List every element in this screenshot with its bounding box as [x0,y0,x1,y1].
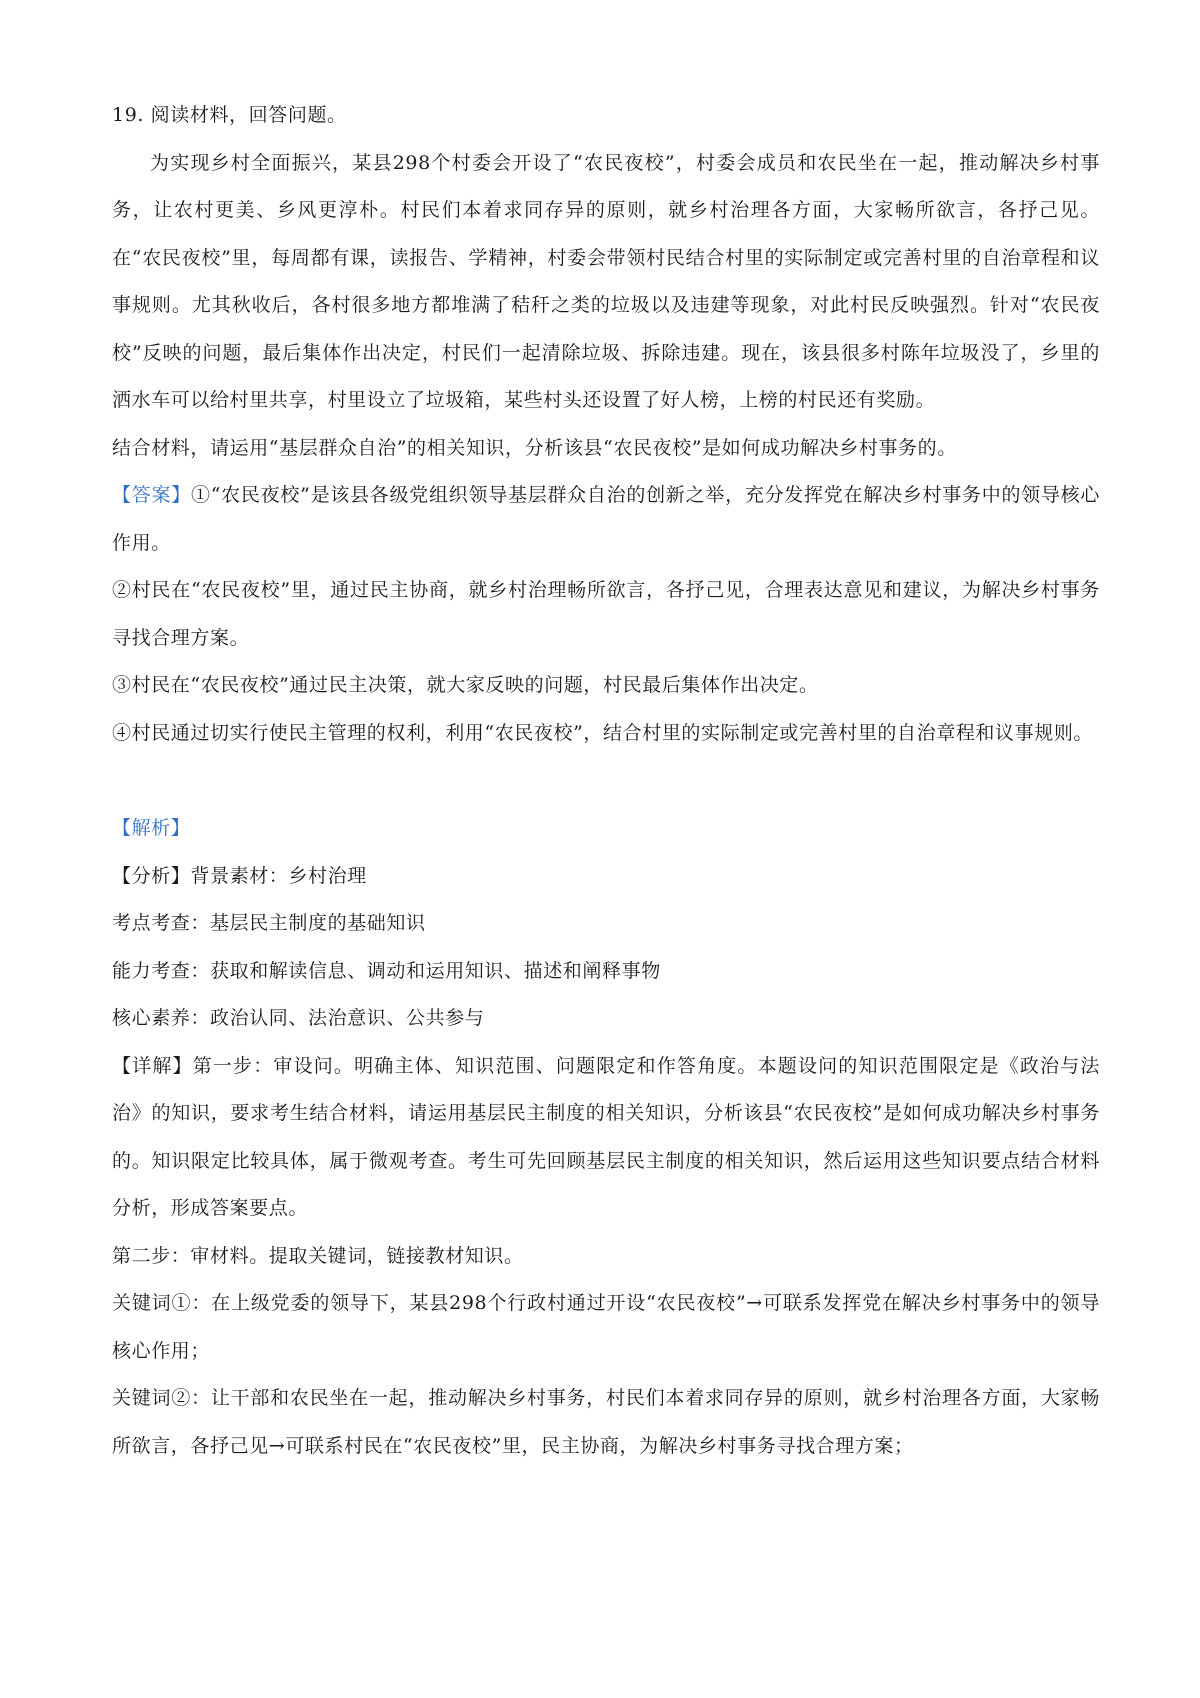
analysis-keyword-1: 关键词①：在上级党委的领导下，某县298个行政村通过开设“农民夜校”→可联系发挥党在解决乡村事务中的领导核心作用； [112,1292,1100,1362]
answer-point-3: ③村民在“农民夜校”通过民主决策，就大家反映的问题，村民最后集体作出决定。 [112,674,819,696]
analysis-xiangjie: 【详解】第一步：审设问。明确主体、知识范围、问题限定和作答角度。本题设问的知识范围限定是《政治与法治》的知识，要求考生结合材料，请运用基层民主制度的相关知识，分析该县“农民夜校”是如何成功解决乡村事务的。知识限定比较具体，属于微观考查。考生可先回顾基层民主制度的相关知识，然后运用这些知识要点结合材料分析，形成答案要点。 [112,1054,1100,1219]
document-page [112,92,1100,1470]
analysis-kaodian: 考点考查：基层民主制度的基础知识 [112,912,426,934]
question-title: 19. 阅读材料，回答问题。 [112,104,347,126]
material-paragraph: 为实现乡村全面振兴，某县298个村委会开设了“农民夜校”，村委会成员和农民坐在一起，推动解决乡村事务，让农村更美、乡风更淳朴。村民们本着求同存异的原则，就乡村治理各方面，大家畅所欲言，各抒己见。在“农民夜校”里，每周都有课，读报告、学精神，村委会带领村民结合村里的实际制定或完善村里的自治章程和议事规则。尤其秋收后，各村很多地方都堆满了秸秆之类的垃圾以及违建等现象，对此村民反映强烈。针对“农民夜校”反映的问题，最后集体作出决定，村民们一起清除垃圾、拆除违建。现在，该县很多村陈年垃圾没了，乡里的洒水车可以给村里共享，村里设立了垃圾箱，某些村头还设置了好人榜，上榜的村民还有奖励。 [112,151,1100,411]
analysis-hexin: 核心素养：政治认同、法治意识、公共参与 [112,1007,485,1029]
question-prompt: 结合材料，请运用“基层群众自治”的相关知识，分析该县“农民夜校”是如何成功解决乡村事务的。 [112,436,957,459]
analysis-fenxi: 【分析】背景素材：乡村治理 [112,864,367,887]
analysis-keyword-2: 关键词②：让干部和农民坐在一起，推动解决乡村事务，村民们本着求同存异的原则，就乡村治理各方面，大家畅所欲言，各抒己见→可联系村民在“农民夜校”里，民主协商，为解决乡村事务寻找合理方案； [112,1387,1100,1457]
answer-point-4: ④村民通过切实行使民主管理的权利，利用“农民夜校”，结合村里的实际制定或完善村里的自治章程和议事规则。 [112,721,1094,744]
answer-point-2: ②村民在“农民夜校”里，通过民主协商，就乡村治理畅所欲言，各抒己见，合理表达意见和建议，为解决乡村事务寻找合理方案。 [112,579,1100,649]
analysis-step2: 第二步：审材料。提取关键词，链接教材知识。 [112,1244,524,1267]
analysis-nengli: 能力考查：获取和解读信息、调动和运用知识、描述和阐释事物 [112,959,661,982]
answer-point-1 [112,472,1100,567]
answer-point-1-text: ①“农民夜校”是该县各级党组织领导基层群众自治的创新之举，充分发挥党在解决乡村事务中的领导核心作用。 [112,484,1100,554]
answer-tag: 【答案】 [112,484,191,506]
analysis-tag: 【解析】 [112,817,191,839]
section-spacer [112,757,1100,805]
